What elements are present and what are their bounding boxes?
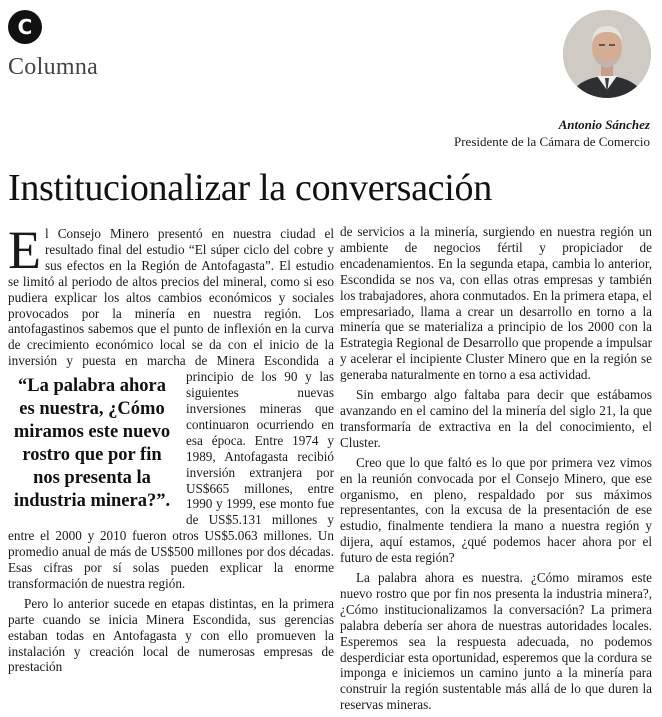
article-paragraph-1-text: l Consejo Minero presentó en nuestra ciudad el resultado final del estudio “El súper ciclo del cobre y sus efectos en la Región de Antofagasta”. El estudio se limitó al periodo de altos precios del mineral, como si eso pudiera explicar los altos cambios económicos y sociales provocados por la minería en nuestra región. Los antofagastinos sabemos que el punto de inflexión en la curva de crecimiento económico local se da con el inicio de la inversión y puesta en marcha de Minera Escondida a principio “La palabra ahora es nuestra, ¿Cómo miramos este nuevo rostro que por fin nos presenta la industria minera?”. de los 90 y las siguientes nuevas inversiones mineras que continuaron ocurriendo en esa época. Entre 1974 y 1989, Antofagasta recibió inversión extranjera por US$665 millones, entre 1990 y 1999, ese monto fue de US$5.131 millones y entre el 2000 y 2010 fueron otros US$5.063 millones. Un promedio anual de más de US$500 millones por dos décadas. Esas cifras por sí solas pueden explicar la enorme transformación de nuestra región. [8, 226, 334, 591]
article-column-right [340, 224, 652, 717]
article-column-left [8, 220, 334, 675]
pull-quote: “La palabra ahora es nuestra, ¿Cómo miramos este nuevo rostro que por fin nos presenta la industria minera?”. [13, 376, 171, 512]
author-name: Antonio Sánchez [558, 117, 650, 132]
author-byline [454, 116, 650, 150]
article-paragraph-4: Sin embargo algo faltaba para decir que estábamos avanzando en el camino del la minería del siglo 21, la que transformaría de extractiva en la del conocimiento, el Cluster. [340, 387, 652, 450]
drop-cap: E [8, 220, 41, 280]
section-label: Columna [8, 54, 99, 80]
article-paragraph-1-continued: de los 90 y las siguientes nuevas inversiones mineras que continuaron ocurriendo en esa época. Entre 1974 y 1989, Antofagasta recibió inversión extranjera por US$665 millones, entre 1990 y 1999, ese monto fue de US$5.131 millones y entre el 2000 y 2010 fueron otros US$5.063 millones. Un promedio anual de más de US$500 millones por dos décadas. Esas cifras por sí solas pueden explicar la enorme transformación de nuestra región. [8, 369, 334, 591]
article-paragraph-2: Pero lo anterior sucede en etapas distintas, en la primera parte cuando se inicia Minera Escondida, sus gerencias estaban todas en Antofagasta y con ello promueven la instalación y creación local de numerosas empresas de prestación [8, 595, 334, 675]
author-portrait-icon [563, 10, 651, 98]
headline: Institucionalizar la conversación [8, 167, 492, 209]
article-paragraph-5: Creo que lo que faltó es lo que por primera vez vimos en la reunión convocada por el Consejo Minero, que ese organismo, en pleno, respaldado por sus máximos representantes, con la excusa de la presentación de ese estudio, finalmente tendiera la mano a nuestra región y dijera, aquí estamos, ¿qué podemos hacer ahora por el futuro de esta región? [340, 454, 652, 566]
article-paragraph-3: de servicios a la minería, surgiendo en nuestra región un ambiente de negocios fértil y propiciador de encadenamientos. En la segunda etapa, cambia lo anterior, Escondida se nos va, con ellas otras empresas y también los trabajadores, ahora conmutados. En la primera etapa, el empresariado, llama a crear un desarrollo en torno a la minería que se materializa a principio de los 2000 con la Estrategia Regional de Desarrollo que propende a impulsar y acelerar el incipiente Cluster Minero que en la región se generaba naturalmente en torno a esa actividad. [340, 224, 652, 383]
article-paragraph-6: La palabra ahora es nuestra. ¿Cómo miramos este nuevo rostro que por fin nos presenta la industria minera?, ¿Cómo institucionalizamos la conversación? La primera palabra debería ser ahora de nuestras autoridades locales. Esperemos sea la respuesta adecuada, no podemos desperdiciar esta oportunidad, esperemos que la cordura se imponga e iniciemos un camino junto a la minería para construir la región sustentable más allá de lo que duren la reservas mineras. [340, 570, 652, 713]
article-paragraph-1 [8, 220, 334, 592]
author-photo [563, 10, 651, 98]
column-badge: C [8, 10, 42, 44]
author-title: Presidente de la Cámara de Comercio [453, 134, 650, 149]
